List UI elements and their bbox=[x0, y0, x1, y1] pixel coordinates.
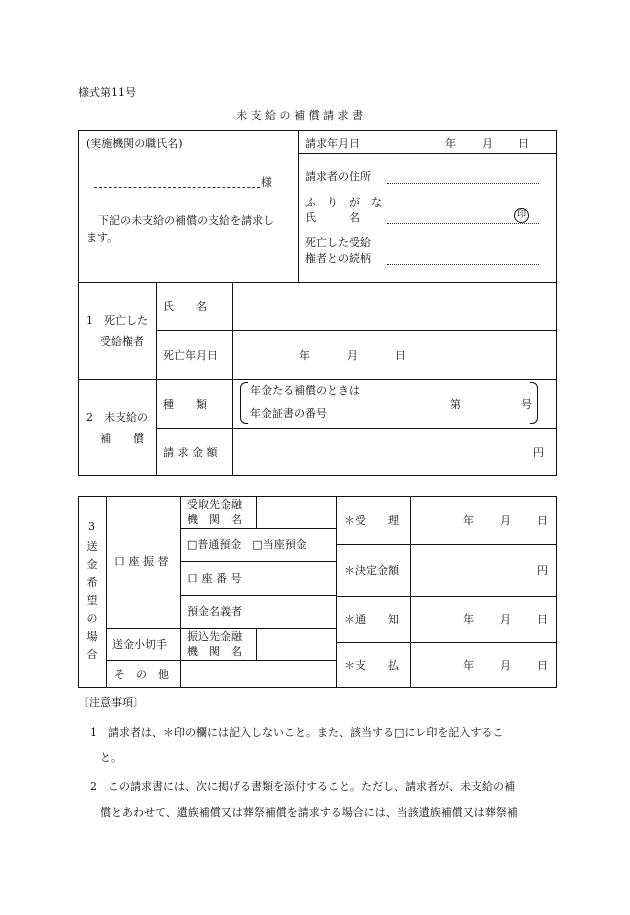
request-date-label: 請求年月日 bbox=[305, 137, 360, 150]
seal-mark: 印 bbox=[514, 208, 529, 223]
section1-label-2: 受給権者 bbox=[100, 335, 144, 348]
notes-heading: 〔注意事項〕 bbox=[78, 696, 144, 709]
other-label: そ の 他 bbox=[114, 668, 169, 681]
account-types[interactable]: □普通預金 □当座預金 bbox=[187, 538, 307, 551]
relation-line[interactable] bbox=[387, 264, 539, 265]
section3-number: 3 bbox=[88, 520, 95, 533]
sama-label: 様 bbox=[261, 176, 272, 189]
receipt-label: ＊受 理 bbox=[344, 514, 399, 527]
section2-label-1: 2 未支給の bbox=[86, 411, 148, 424]
request-text-2: ます。 bbox=[86, 231, 119, 244]
note-1a: 1 請求者は、＊印の欄には記入しないこと。また、該当する□にレ印を記入するこ bbox=[90, 726, 504, 739]
account-no-label: 口 座 番 号 bbox=[187, 572, 242, 585]
authority-label: (実施機関の職氏名) bbox=[86, 137, 183, 150]
notice-label: ＊通 知 bbox=[344, 613, 399, 626]
note-2a: 2 この請求書には、次に掲げる書類を添付すること。ただし、請求者が、未支給の補 bbox=[90, 780, 515, 793]
pension-text-2: 年金証書の番号 bbox=[250, 407, 327, 420]
address-line[interactable] bbox=[387, 183, 539, 184]
request-text-1: 下記の未支給の補償の支給を請求し bbox=[98, 214, 274, 227]
deceased-name-label: 氏 名 bbox=[163, 300, 207, 313]
pension-text-1: 年金たる補償のときは bbox=[250, 384, 360, 397]
furigana-label: ふ り が な bbox=[305, 196, 382, 209]
payment-label: ＊支 払 bbox=[344, 659, 399, 672]
transfer-label: 口 座 振 替 bbox=[114, 555, 169, 568]
relation-label-2: 権者との続柄 bbox=[305, 252, 371, 265]
death-date-label: 死亡年月日 bbox=[163, 349, 218, 362]
section1-label-1: 1 死亡した bbox=[86, 314, 148, 327]
relation-label-1: 死亡した受給 bbox=[305, 236, 371, 249]
form-number: 様式第11号 bbox=[78, 86, 136, 99]
check-label: 送金小切手 bbox=[112, 638, 167, 651]
amount-label: 請 求 金 額 bbox=[163, 446, 218, 459]
note-1b: と。 bbox=[100, 751, 122, 764]
address-label: 請求者の住所 bbox=[305, 170, 371, 183]
decision-label: ＊決定金額 bbox=[344, 564, 399, 577]
name-label: 氏 名 bbox=[305, 211, 360, 224]
type-label: 種 類 bbox=[163, 398, 207, 411]
holder-label: 預金名義者 bbox=[187, 605, 242, 618]
name-line[interactable] bbox=[387, 223, 539, 224]
form-title: 未 支 給 の 補 償 請 求 書 bbox=[236, 109, 363, 122]
section2-label-2: 補 償 bbox=[100, 432, 144, 445]
bracket-left bbox=[240, 382, 248, 424]
note-2b: 償とあわせて、遺族補償又は葬祭補償を請求する場合には、当該遺族補償又は葬祭補 bbox=[100, 806, 518, 819]
